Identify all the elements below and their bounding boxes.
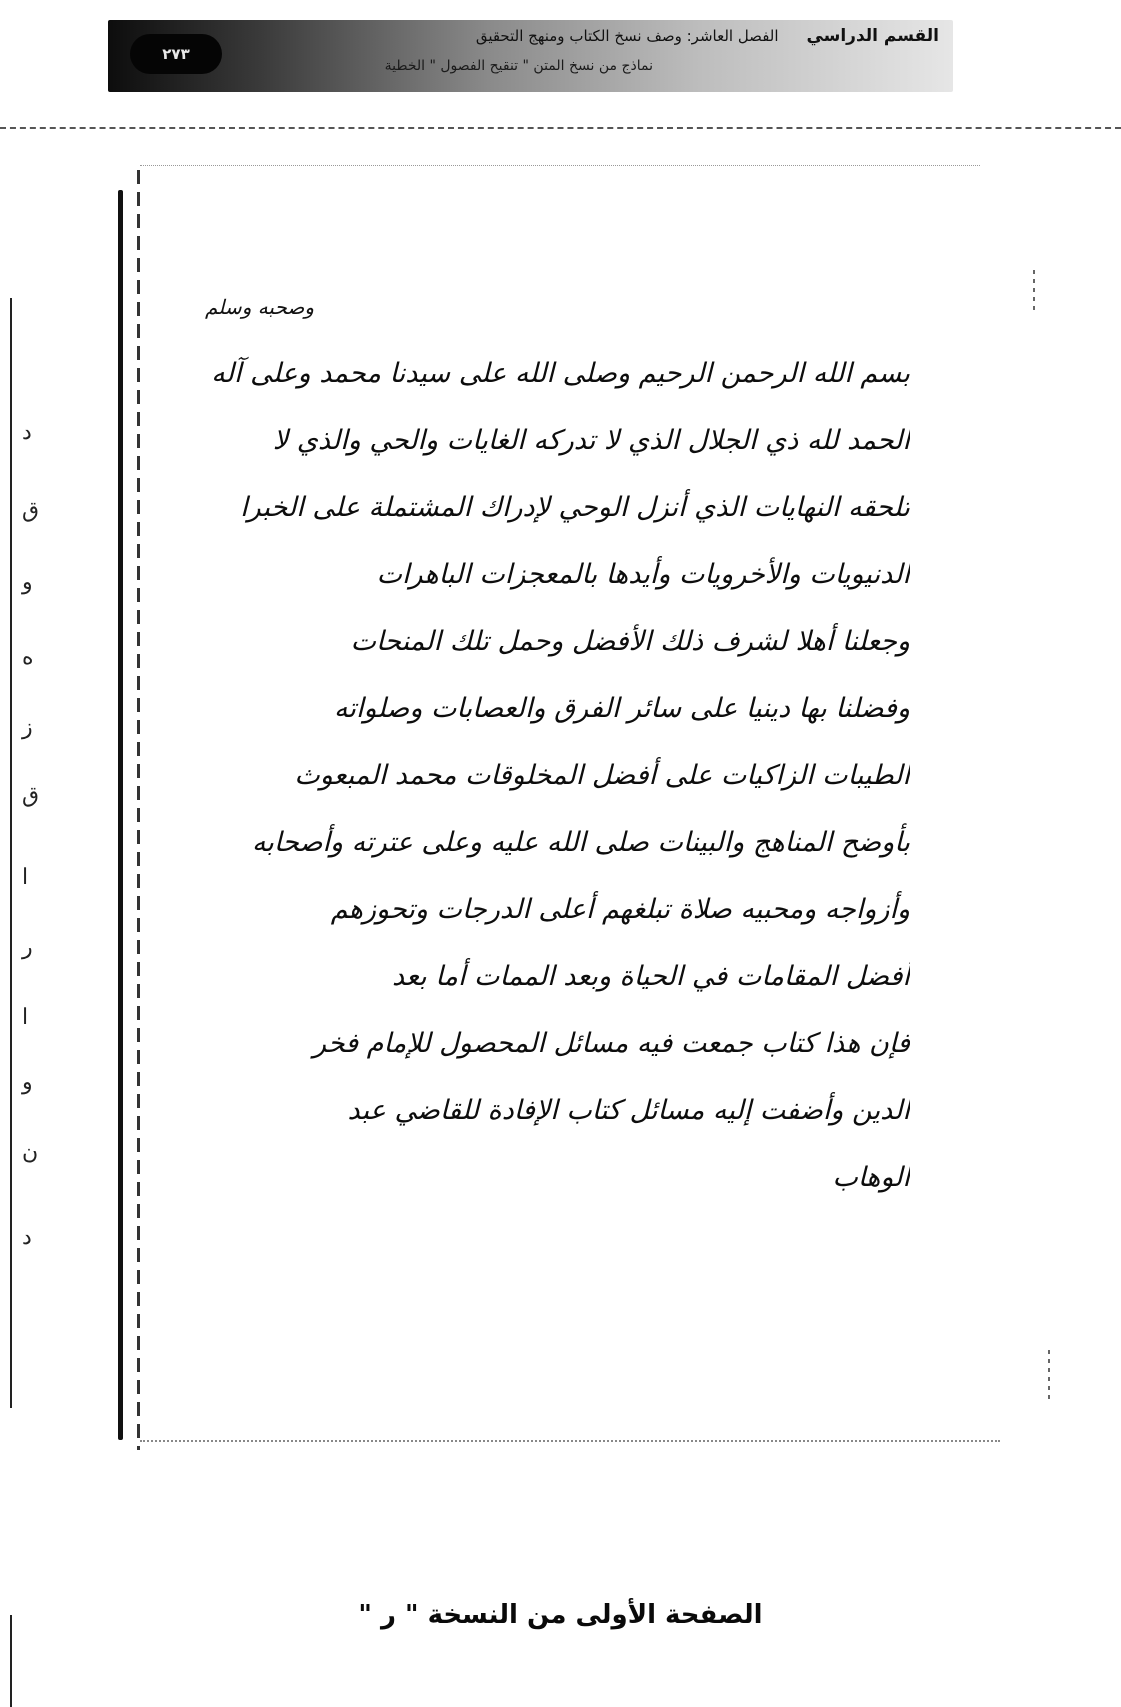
manuscript-line: وجعلنا أهلا لشرف ذلك الأفضل وحمل تلك المنحات bbox=[350, 626, 910, 657]
manuscript-text bbox=[170, 340, 910, 1211]
margin-letter: و bbox=[22, 1070, 33, 1095]
figure-caption: الصفحة الأولى من النسخة " ر " bbox=[358, 1600, 763, 1630]
margin-letter: ا bbox=[22, 865, 29, 890]
manuscript-line: فإن هذا كتاب جمعت فيه مسائل المحصول للإمام فخر bbox=[312, 1028, 910, 1059]
header-subtitle: نماذج من نسخ المتن " تنقيح الفصول " الخطية bbox=[384, 58, 653, 74]
margin-letter: ه bbox=[22, 645, 34, 670]
margin-letter: ز bbox=[22, 715, 33, 740]
margin-letter: و bbox=[22, 570, 33, 595]
section-title: القسم الدراسي bbox=[806, 26, 939, 46]
page-number-badge: ٢٧٣ bbox=[130, 34, 222, 74]
manuscript-line: أفضل المقامات في الحياة وبعد الممات أما بعد bbox=[391, 961, 910, 992]
leaf-inner-edge bbox=[137, 170, 140, 1450]
leaf-bottom-edge bbox=[140, 1440, 1000, 1448]
margin-letter: د bbox=[22, 1225, 32, 1250]
manuscript-line: وأزواجه ومحبيه صلاة تبلغهم أعلى الدرجات وتحوزهم bbox=[330, 894, 910, 925]
margin-letter-column bbox=[22, 0, 52, 1707]
manuscript-line: الدين وأضفت إليه مسائل كتاب الإفادة للقاضي عبد bbox=[347, 1095, 910, 1126]
margin-letter: ر bbox=[22, 935, 33, 960]
leaf-top-edge bbox=[140, 165, 980, 176]
manuscript-line: بسم الله الرحمن الرحيم وصلى الله على سيدنا محمد وعلى آله bbox=[211, 358, 910, 389]
header-divider bbox=[0, 127, 1121, 129]
manuscript-line: بأوضح المناهج والبينات صلى الله عليه وعلى عترته وأصحابه bbox=[251, 827, 910, 858]
manuscript-line: الطيبات الزاكيات على أفضل المخلوقات محمد المبعوث bbox=[294, 760, 910, 791]
margin-letter: ن bbox=[22, 1140, 39, 1165]
scan-speck bbox=[1033, 270, 1035, 310]
margin-letter: ا bbox=[22, 1005, 29, 1030]
scan-margin-line bbox=[10, 298, 12, 1408]
header-title-line bbox=[476, 26, 939, 46]
scan-speck bbox=[1048, 1350, 1050, 1400]
manuscript-line: الدنيويات والأخرويات وأيدها بالمعجزات الباهرات bbox=[376, 559, 910, 590]
marginal-note: وصحبه وسلم bbox=[205, 295, 315, 319]
manuscript-line: الحمد لله ذي الجلال الذي لا تدركه الغايات والحي والذي لا bbox=[272, 425, 910, 456]
manuscript-line: وفضلنا بها دينيا على سائر الفرق والعصابات وصلواته bbox=[334, 693, 910, 724]
header-banner bbox=[108, 20, 953, 92]
chapter-title: الفصل العاشر: وصف نسخ الكتاب ومنهج التحقيق bbox=[475, 27, 779, 45]
leaf-left-edge bbox=[118, 190, 123, 1440]
manuscript-line: تلحقه النهايات الذي أنزل الوحي لإدراك المشتملة على الخبرا bbox=[240, 492, 910, 523]
manuscript-line: الوهاب bbox=[832, 1162, 910, 1193]
margin-letter: د bbox=[22, 420, 32, 445]
margin-letter: ق bbox=[22, 498, 40, 523]
margin-letter: ق bbox=[22, 783, 40, 808]
